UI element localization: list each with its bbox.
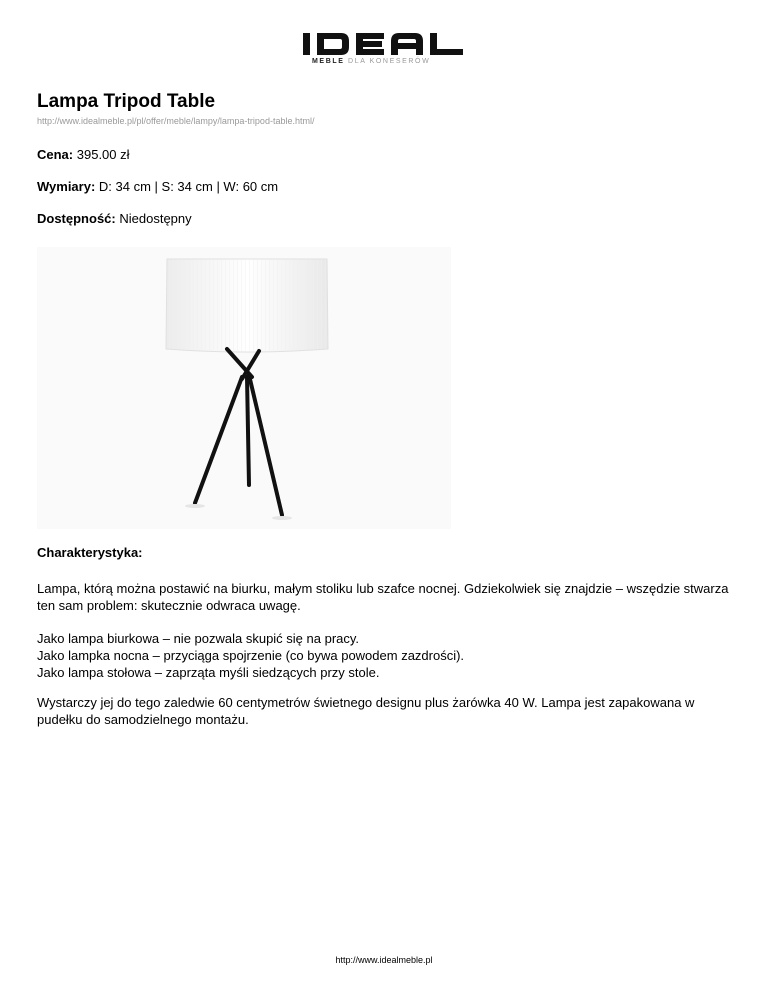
description-heading: Charakterystyka: <box>37 545 143 560</box>
description-paragraph-2 <box>37 630 737 681</box>
description-paragraph-1: Lampa, którą można postawić na biurku, małym stoliku lub szafce nocnej. Gdziekolwiek się znajdzie – wszędzie stwarza ten sam problem: skutecznie odwraca uwagę. <box>37 581 729 613</box>
dimensions-field <box>37 179 278 194</box>
brand-logo <box>0 30 768 58</box>
price-label: Cena: <box>37 147 74 162</box>
footer-url[interactable]: http://www.idealmeble.pl <box>335 955 433 965</box>
description-paragraph-3: Wystarczy jej do tego zaledwie 60 centymetrów świetnego designu plus żarówka 40 W. Lampa jest zapakowana w pudełku do samodzielnego montażu. <box>37 695 695 727</box>
availability-value: Niedostępny <box>119 211 192 226</box>
description-line: Jako lampa biurkowa – nie pozwala skupić się na pracy. <box>37 631 360 646</box>
product-image <box>37 247 451 529</box>
logo-tagline <box>312 58 430 65</box>
description-line: Jako lampa stołowa – zaprząta myśli siedzących przy stole. <box>37 665 380 680</box>
dimensions-value: D: 34 cm | S: 34 cm | W: 60 cm <box>98 179 279 194</box>
description-line: Jako lampka nocna – przyciąga spojrzenie (co bywa powodem zazdrości). <box>37 648 465 663</box>
logo-wordmark-icon <box>301 30 467 58</box>
dimensions-label: Wymiary: <box>37 179 96 194</box>
logo-tagline-light: DLA KONESERÓW <box>348 58 431 65</box>
price-field <box>37 147 130 162</box>
product-url[interactable]: http://www.idealmeble.pl/pl/offer/meble/lampy/lampa-tripod-table.html/ <box>37 116 315 126</box>
product-title: Lampa Tripod Table <box>37 91 216 112</box>
availability-field <box>37 211 192 226</box>
availability-label: Dostępność: <box>37 211 116 226</box>
price-value: 395.00 zł <box>76 147 130 162</box>
logo-tagline-dark: MEBLE <box>312 58 345 65</box>
